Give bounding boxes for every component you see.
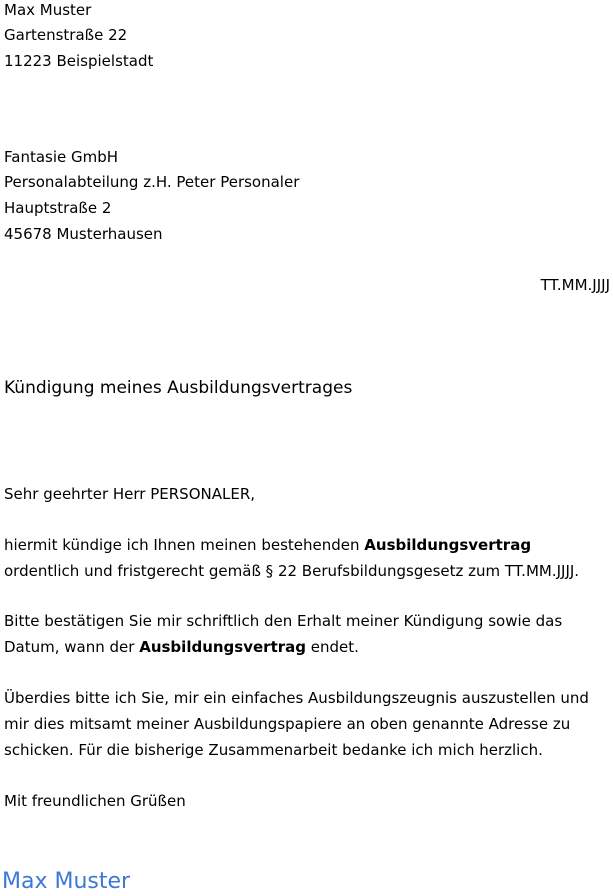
recipient-city: 45678 Musterhausen xyxy=(4,225,163,243)
sender-street: Gartenstraße 22 xyxy=(4,26,128,44)
recipient-department: Personalabteilung z.H. Peter Personaler xyxy=(4,173,300,191)
closing: Mit freundlichen Grüßen xyxy=(4,792,186,810)
paragraph-confirmation-bold: Ausbildungsvertrag xyxy=(139,638,306,656)
paragraph-notice xyxy=(4,532,604,584)
paragraph-confirmation-part2: endet. xyxy=(306,638,359,656)
paragraph-confirmation-part1: Bitte bestätigen Sie mir schriftlich den Erhalt meiner Kündigung sowie das Datum, wann der xyxy=(4,612,563,656)
paragraph-confirmation xyxy=(4,608,604,660)
salutation: Sehr geehrter Herr PERSONALER, xyxy=(4,485,256,503)
letter-subject: Kündigung meines Ausbildungsvertrages xyxy=(4,378,353,398)
paragraph-notice-part1: hiermit kündige ich Ihnen meinen bestehenden xyxy=(4,536,365,554)
signature: Max Muster xyxy=(2,869,131,894)
paragraph-notice-part2: ordentlich und fristgerecht gemäß § 22 Berufsbildungsgesetz zum TT.MM.JJJJ. xyxy=(4,562,580,580)
paragraph-notice-bold: Ausbildungsvertrag xyxy=(364,536,532,554)
paragraph-certificate: Überdies bitte ich Sie, mir ein einfaches Ausbildungszeugnis auszustellen und mir dies mitsamt meiner Ausbildungspapiere an oben genannte Adresse zu schicken. Für die bisherige Zusammenarbeit bedanke ich mich herzlich. xyxy=(4,689,589,759)
recipient-company: Fantasie GmbH xyxy=(4,148,119,166)
letter-date: TT.MM.JJJJ xyxy=(540,276,610,294)
sender-name: Max Muster xyxy=(4,1,92,19)
recipient-street: Hauptstraße 2 xyxy=(4,199,112,217)
sender-city: 11223 Beispielstadt xyxy=(4,52,154,70)
